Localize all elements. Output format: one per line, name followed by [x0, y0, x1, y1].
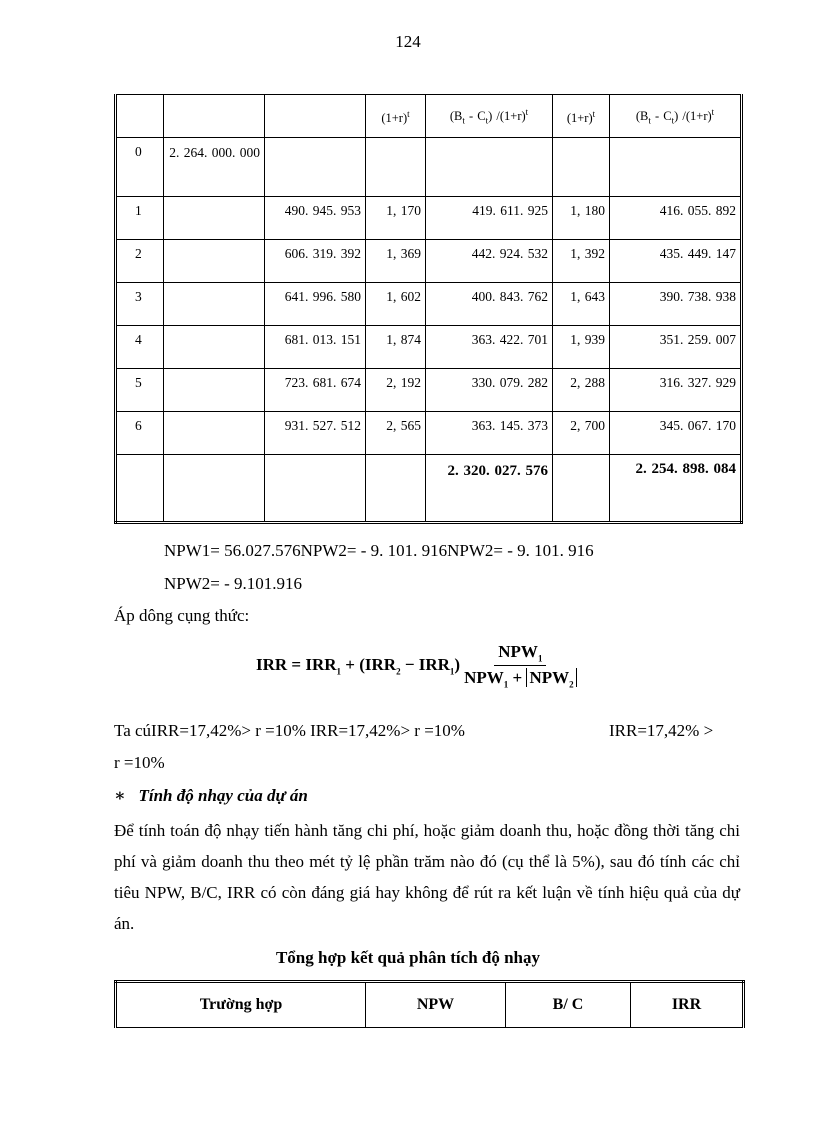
discounted-cell: 316. 327. 929 [610, 369, 742, 412]
cashflow-cell: 681. 013. 151 [265, 326, 366, 369]
cell [553, 455, 610, 523]
table-row [116, 240, 742, 283]
discounted-cell: 400. 843. 762 [426, 283, 553, 326]
cell [164, 369, 265, 412]
irr-fraction: $\frac{NPW_1}{NPW_1 + NPW_2}$ [464, 642, 577, 690]
npw-line-2: NPW2= - 9.101.916 [164, 574, 303, 593]
year-cell: 2 [116, 240, 164, 283]
table-row [116, 326, 742, 369]
bullet-icon: ∗ [114, 786, 126, 805]
cell [164, 240, 265, 283]
year-cell: 5 [116, 369, 164, 412]
apply-formula-label: Áp dông cụng thức: [114, 606, 250, 625]
table-row [116, 369, 742, 412]
header-npw: NPW [366, 982, 506, 1028]
cell [553, 138, 610, 197]
npw-line-1: NPW1= 56.027.576NPW2= - 9. 101. 916NPW2= - 9. 101. 916 [164, 541, 594, 560]
total-discounted-2: 2. 254. 898. 084 [610, 455, 742, 523]
table-row [116, 283, 742, 326]
table-row [116, 412, 742, 455]
table-header-row [116, 982, 744, 1028]
discounted-cell: 363. 422. 701 [426, 326, 553, 369]
discounted-cell: 390. 738. 938 [610, 283, 742, 326]
discounted-cell: 351. 259. 007 [610, 326, 742, 369]
year-cell: 6 [116, 412, 164, 455]
cashflow-cell: 606. 319. 392 [265, 240, 366, 283]
factor-cell: 1, 170 [366, 197, 426, 240]
cell [610, 138, 742, 197]
header-cell [116, 95, 164, 138]
factor-cell: 2, 565 [366, 412, 426, 455]
discounted-cell: 330. 079. 282 [426, 369, 553, 412]
discounted-cell: 419. 611. 925 [426, 197, 553, 240]
year-cell: 3 [116, 283, 164, 326]
factor-cell: 1, 602 [366, 283, 426, 326]
sensitivity-paragraph: Để tính toán độ nhạy tiến hành tăng chi phí, hoặc giảm doanh thu, hoặc đồng thời tăng chi phí và giảm doanh thu theo mét tỷ lệ phần trăm nào đó (cụ thể là 5%), sau đó tính các chỉ tiêu NPW, B/C, IRR có còn đáng giá hay không để rút ra kết luận về tính hiệu quả của dự án. [114, 821, 740, 933]
total-discounted-1: 2. 320. 027. 576 [426, 455, 553, 523]
totals-row [116, 455, 742, 523]
cashflow-cell: 931. 527. 512 [265, 412, 366, 455]
header-discounted-flow-2: $(B_t - C_t)$ $/(1+r)^t$ [610, 95, 742, 138]
cashflow-cell: 641. 996. 580 [265, 283, 366, 326]
year-cell: 1 [116, 197, 164, 240]
year-cell: 4 [116, 326, 164, 369]
year-cell: 0 [116, 138, 164, 197]
factor-cell: 1, 369 [366, 240, 426, 283]
factor-cell: 2, 700 [553, 412, 610, 455]
discounted-cell: 416. 055. 892 [610, 197, 742, 240]
factor-cell: 1, 643 [553, 283, 610, 326]
factor-cell: 1, 874 [366, 326, 426, 369]
cell [116, 455, 164, 523]
cell [164, 455, 265, 523]
discounted-cell: 442. 924. 532 [426, 240, 553, 283]
irr-formula: IRR = $IRR_1 + (IRR_2 - IRR_1)$ $\frac{NPW_1}{NPW_1 + NPW_2}$ [256, 642, 577, 690]
header-discount-factor-2: $(1+r)^t$ [553, 95, 610, 138]
cell [164, 283, 265, 326]
page-number: 124 [395, 32, 421, 51]
irr-result-line-1-end: IRR=17,42% > [609, 721, 714, 740]
sensitivity-heading: ∗ Tính độ nhạy của dự án [114, 786, 308, 805]
factor-cell: 2, 288 [553, 369, 610, 412]
header-case: Trường hợp [116, 982, 366, 1028]
cell [366, 138, 426, 197]
header-cell [164, 95, 265, 138]
factor-cell: 2, 192 [366, 369, 426, 412]
cell [164, 197, 265, 240]
cashflow-cell: 490. 945. 953 [265, 197, 366, 240]
irr-result-line-1: Ta cúIRR=17,42%> r =10% IRR=17,42%> r =10% [114, 721, 465, 740]
header-cell [265, 95, 366, 138]
header-bc: B/ C [506, 982, 631, 1028]
discount-table [114, 94, 743, 524]
cell [265, 138, 366, 197]
table-header-row [116, 95, 742, 138]
header-irr: IRR [631, 982, 744, 1028]
cell [366, 455, 426, 523]
discounted-cell: 435. 449. 147 [610, 240, 742, 283]
summary-title: Tổng hợp kết quả phân tích độ nhạy [275, 948, 541, 967]
factor-cell: 1, 180 [553, 197, 610, 240]
cell [265, 455, 366, 523]
table-row [116, 138, 742, 197]
table-row [116, 197, 742, 240]
header-discounted-flow-1: $(B_t - C_t)$ $/(1+r)^t$ [426, 95, 553, 138]
cell [164, 412, 265, 455]
irr-result-line-2: r =10% [114, 753, 165, 772]
investment-cell: 2. 264. 000. 000 [164, 138, 265, 197]
sensitivity-summary-table [114, 980, 745, 1028]
header-discount-factor-1: $(1+r)^t$ [366, 95, 426, 138]
cashflow-cell: 723. 681. 674 [265, 369, 366, 412]
factor-cell: 1, 392 [553, 240, 610, 283]
discounted-cell: 363. 145. 373 [426, 412, 553, 455]
cell [426, 138, 553, 197]
cell [164, 326, 265, 369]
factor-cell: 1, 939 [553, 326, 610, 369]
discounted-cell: 345. 067. 170 [610, 412, 742, 455]
